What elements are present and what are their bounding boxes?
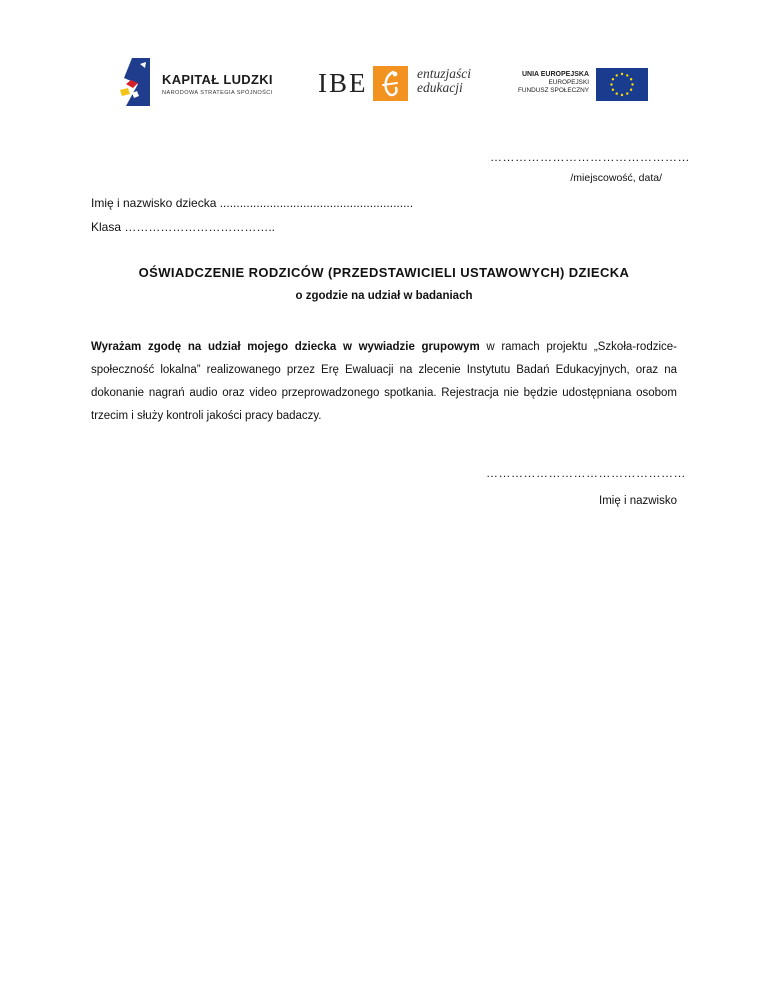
kapital-ludzki-logo bbox=[118, 58, 288, 106]
logos-header bbox=[0, 58, 768, 108]
place-date-line[interactable]: ………………………………………… bbox=[490, 150, 690, 164]
child-class-field[interactable]: Klasa ……………………………….. bbox=[91, 220, 276, 234]
consent-paragraph bbox=[91, 336, 677, 428]
eu-line-2: EUROPEJSKI bbox=[548, 79, 589, 86]
eu-line-3: FUNDUSZ SPOŁECZNY bbox=[517, 87, 589, 94]
kl-title: KAPITAŁ LUDZKI bbox=[162, 72, 273, 87]
ent-line-2: edukacji bbox=[417, 80, 463, 95]
eu-star-icon bbox=[630, 89, 632, 91]
eu-flag-icon bbox=[596, 68, 648, 101]
eu-star-icon bbox=[621, 73, 623, 75]
consent-bold-text: Wyrażam zgodę na udział mojego dziecka w wywiadzie grupowym bbox=[91, 341, 480, 353]
eu-star-icon bbox=[631, 83, 633, 85]
eu-star-icon bbox=[616, 92, 618, 94]
eu-star-icon bbox=[626, 74, 628, 76]
eu-star-icon bbox=[626, 92, 628, 94]
entuzjasci-logo-text bbox=[417, 67, 471, 95]
entuzjasci-edukacji-icon bbox=[373, 66, 408, 101]
eu-star-icon bbox=[612, 78, 614, 80]
document-title: OŚWIADCZENIE RODZICÓW (PRZEDSTAWICIELI USTAWOWYCH) DZIECKA bbox=[138, 265, 630, 280]
signature-label: Imię i nazwisko bbox=[599, 495, 677, 507]
eu-star-icon bbox=[621, 94, 623, 96]
eu-star-icon bbox=[616, 74, 618, 76]
document-subtitle: o zgodzie na udział w badaniach bbox=[295, 290, 473, 302]
ibe-logo-text: IBE bbox=[318, 68, 368, 98]
ent-line-1: entuzjaści bbox=[417, 66, 471, 81]
signature-line[interactable]: ………………………………………… bbox=[486, 466, 686, 480]
kl-subtitle: NARODOWA STRATEGIA SPÓJNOŚCI bbox=[162, 90, 273, 96]
eu-line-1: UNIA EUROPEJSKA bbox=[521, 71, 589, 78]
eu-star-icon bbox=[612, 89, 614, 91]
child-name-field[interactable]: Imię i nazwisko dziecka .......................................................... bbox=[91, 196, 414, 210]
eu-star-icon bbox=[610, 83, 612, 85]
consent-text: w ramach projektu „Szkoła-rodzice-społeczność lokalna” realizowanego przez Erę Ewaluacji na zlecenie Instytutu Badań Edukacyjnych, oraz na dokonanie nagrań audio oraz video przeprowadzonego spotkania. Rejestracja nie będzie udostępniana osobom trzecim i służy kontroli jakości pracy badaczy. bbox=[91, 341, 678, 422]
place-date-label: /miejscowość, data/ bbox=[570, 172, 662, 184]
kapital-ludzki-emblem-icon bbox=[118, 58, 160, 106]
eu-logo-text bbox=[505, 71, 589, 95]
eu-star-icon bbox=[630, 78, 632, 80]
